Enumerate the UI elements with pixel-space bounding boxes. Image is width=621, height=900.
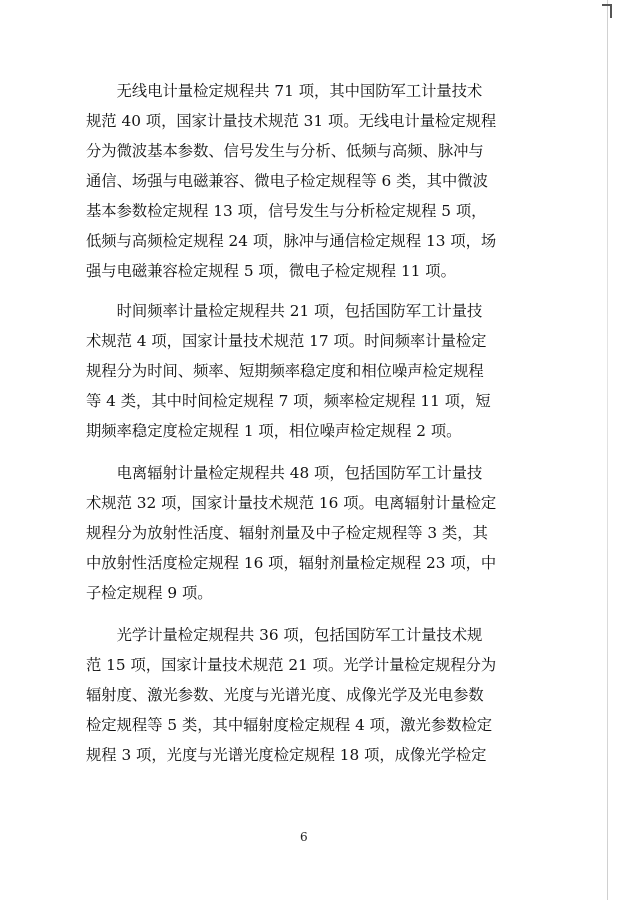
paragraph-optics bbox=[86, 620, 534, 770]
text-line: 光学计量检定规程共 36 项，包括国防军工计量技术规 bbox=[86, 626, 483, 644]
text-line: 术规范 32 项，国家计量技术规范 16 项。电离辐射计量检定 bbox=[86, 494, 497, 512]
text-line: 检定规程等 5 类，其中辐射度检定规程 4 项，激光参数检定 bbox=[86, 716, 493, 734]
scan-edge-line bbox=[607, 0, 608, 900]
text-line: 强与电磁兼容检定规程 5 项，微电子检定规程 11 项。 bbox=[86, 262, 456, 280]
text-line: 期频率稳定度检定规程 1 项，相位噪声检定规程 2 项。 bbox=[86, 422, 462, 440]
text-line: 子检定规程 9 项。 bbox=[86, 584, 213, 602]
text-line: 中放射性活度检定规程 16 项，辐射剂量检定规程 23 项，中 bbox=[86, 554, 497, 572]
text-line: 规程分为时间、频率、短期频率稳定度和相位噪声检定规程 bbox=[86, 362, 484, 380]
text-line: 辐射度、激光参数、光度与光谱光度、成像光学及光电参数 bbox=[86, 686, 484, 704]
text-line: 基本参数检定规程 13 项，信号发生与分析检定规程 5 项， bbox=[86, 202, 487, 220]
text-line: 时间频率计量检定规程共 21 项，包括国防军工计量技 bbox=[86, 302, 483, 320]
text-line: 低频与高频检定规程 24 项，脉冲与通信检定规程 13 项，场 bbox=[86, 232, 497, 250]
text-line: 无线电计量检定规程共 71 项，其中国防军工计量技术 bbox=[86, 82, 483, 100]
paragraph-time-frequency bbox=[86, 296, 534, 446]
text-line: 规程 3 项，光度与光谱光度检定规程 18 项，成像光学检定 bbox=[86, 746, 487, 764]
text-line: 分为微波基本参数、信号发生与分析、低频与高频、脉冲与 bbox=[86, 142, 484, 160]
text-line: 术规范 4 项，国家计量技术规范 17 项。时间频率计量检定 bbox=[86, 332, 487, 350]
text-line: 规范 40 项，国家计量技术规范 31 项。无线电计量检定规程 bbox=[86, 112, 497, 130]
scan-corner-mark bbox=[602, 4, 612, 18]
text-line: 等 4 类，其中时间检定规程 7 项，频率检定规程 11 项，短 bbox=[86, 392, 491, 410]
text-line: 规程分为放射性活度、辐射剂量及中子检定规程等 3 类，其 bbox=[86, 524, 488, 542]
text-line: 通信、场强与电磁兼容、微电子检定规程等 6 类，其中微波 bbox=[86, 172, 488, 190]
paragraph-ionizing-radiation bbox=[86, 458, 534, 608]
page-number: 6 bbox=[300, 830, 308, 844]
paragraph-radio bbox=[86, 76, 534, 286]
body-text bbox=[86, 76, 534, 782]
text-line: 电离辐射计量检定规程共 48 项，包括国防军工计量技 bbox=[86, 464, 483, 482]
text-line: 范 15 项，国家计量技术规范 21 项。光学计量检定规程分为 bbox=[86, 656, 497, 674]
